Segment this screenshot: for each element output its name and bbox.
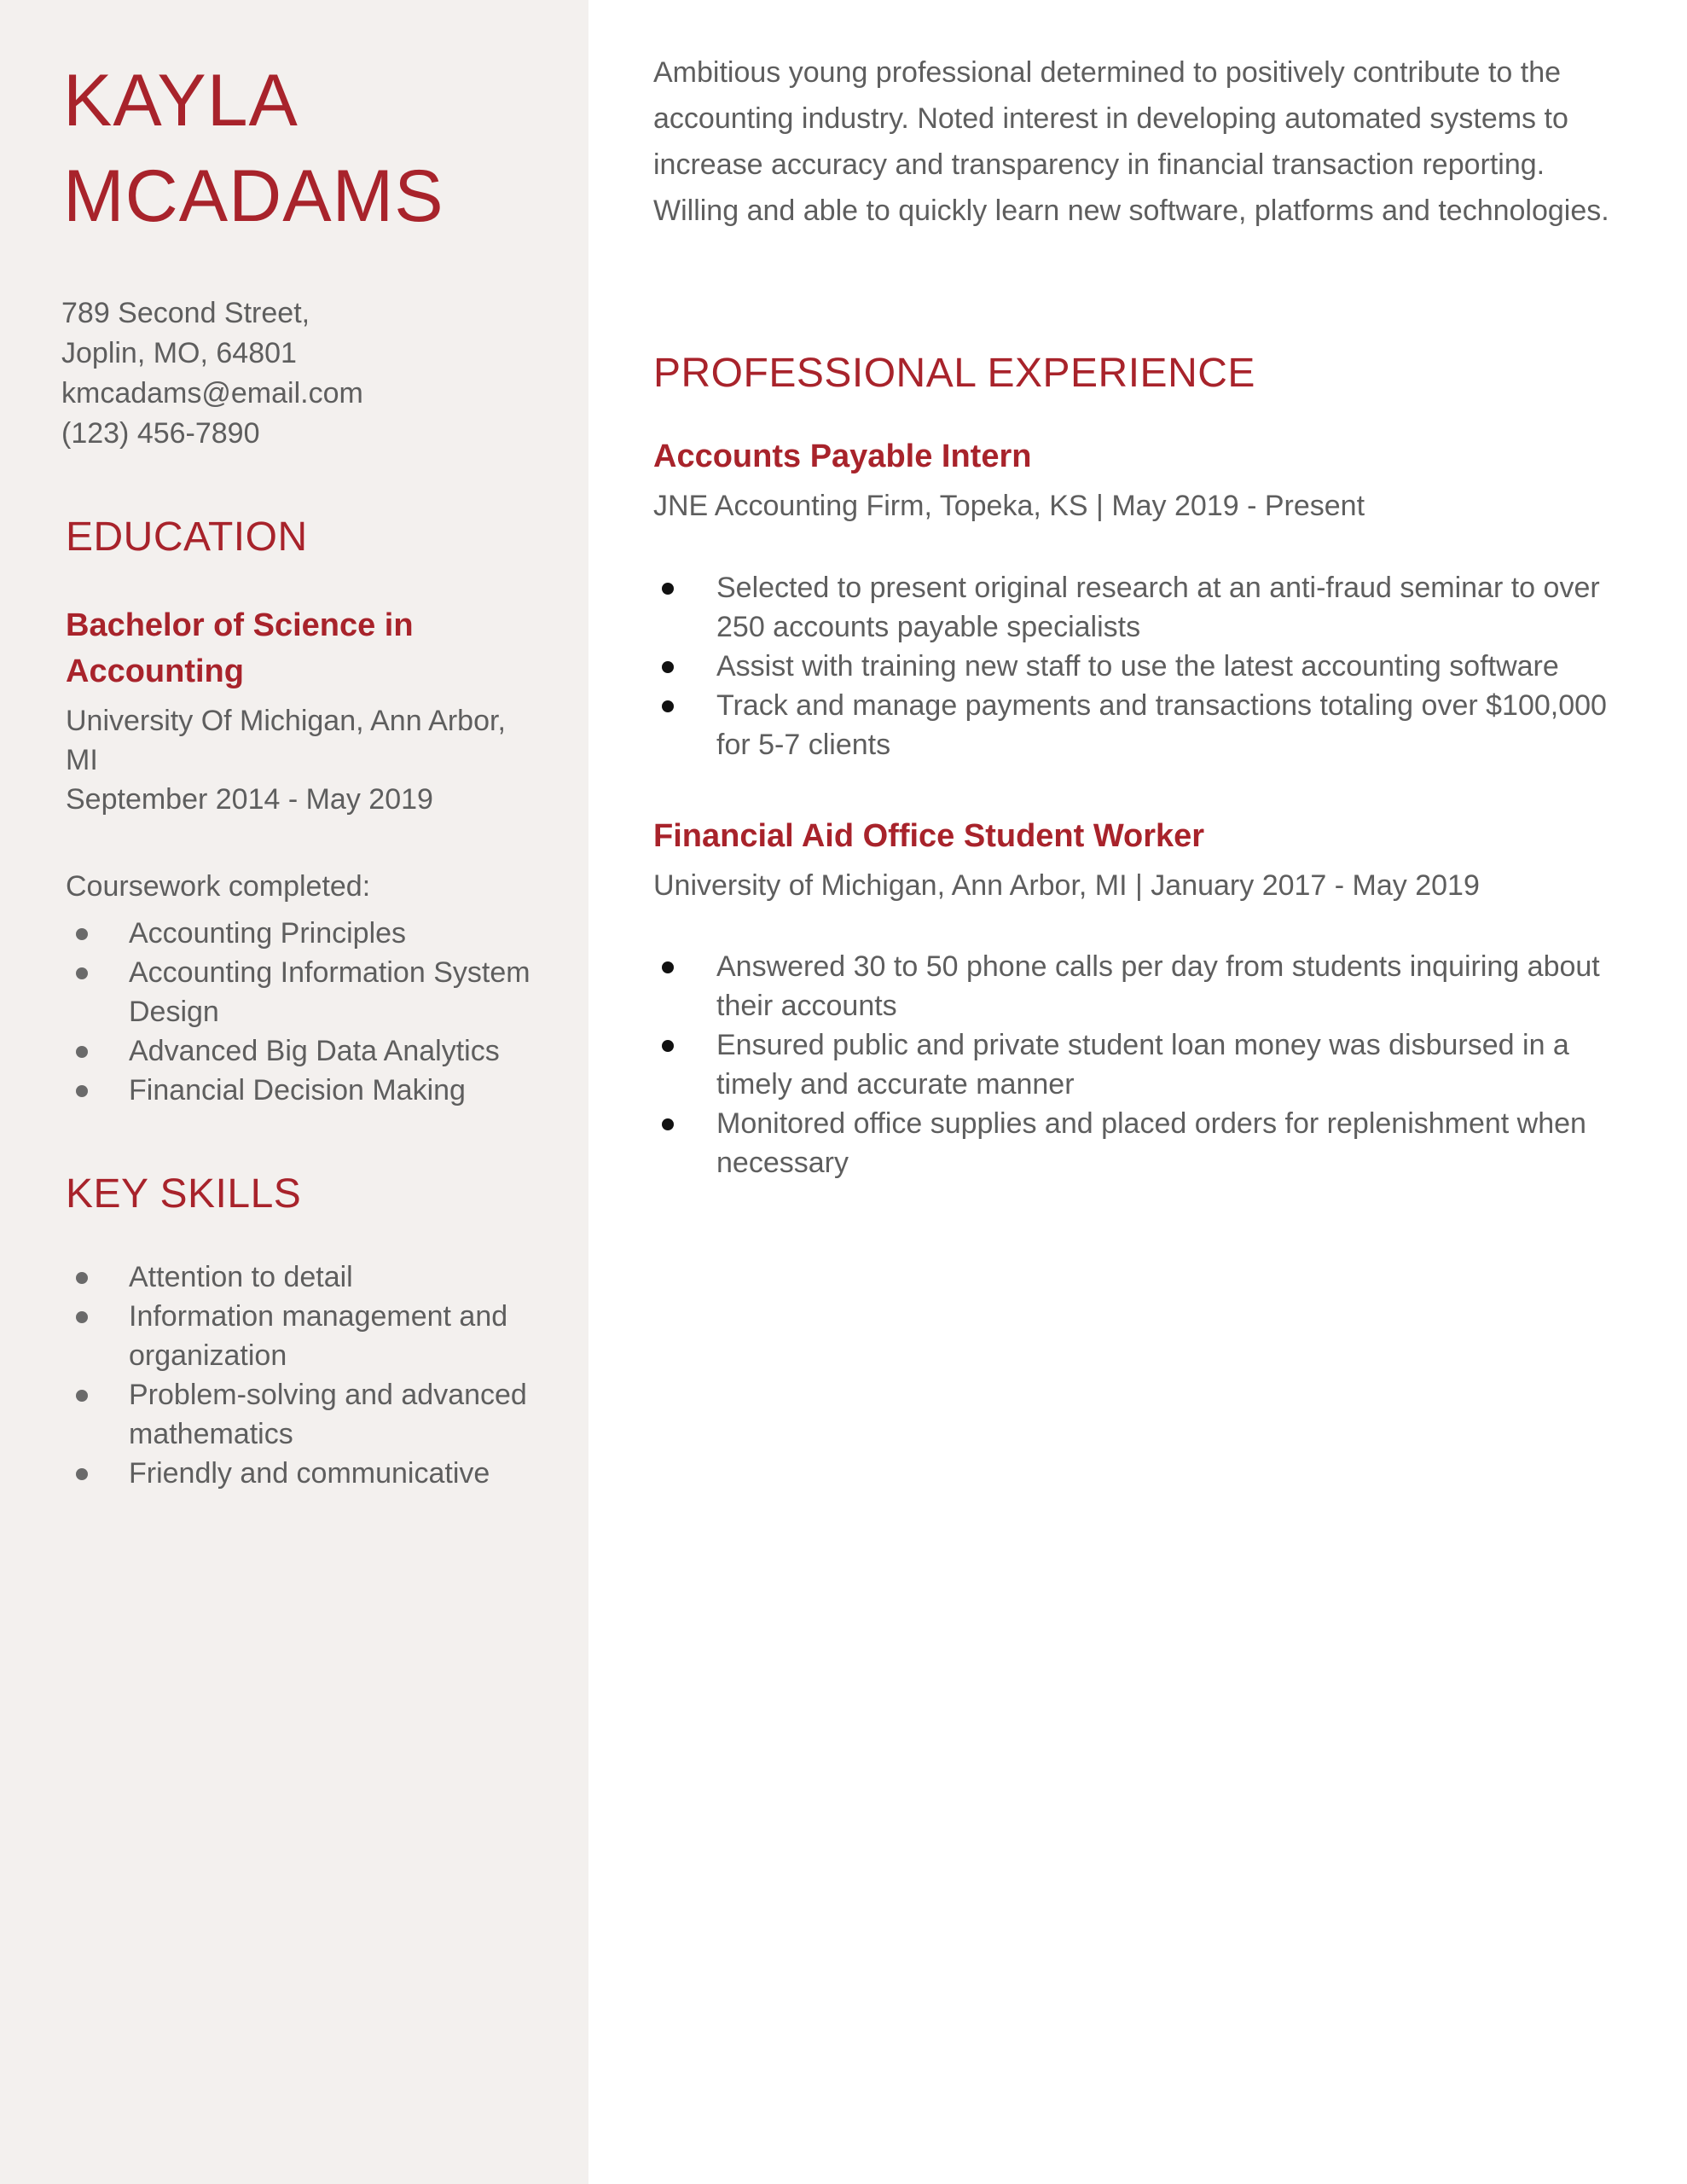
contact-city: Joplin, MO, 64801 [61,337,297,369]
job-bullet: Monitored office supplies and placed orders for replenishment when necessary [653,1104,1634,1182]
professional-summary: Ambitious young professional determined to positively contribute to the accounting industry. Noted interest in developing automated systems to increase accuracy and transparency in financial transaction reporting. Willing and able to quickly learn new software, platforms and technologies. [653,56,1609,227]
education-dates: September 2014 - May 2019 [66,783,433,816]
coursework-item: Financial Decision Making [66,1071,543,1110]
coursework-label: Coursework completed: [66,870,371,903]
job-bullet: Ensured public and private student loan money was disbursed in a timely and accurate manner [653,1025,1634,1104]
school-name: University Of Michigan, Ann Arbor, MI [66,705,506,776]
job-title: Financial Aid Office Student Worker [653,818,1205,854]
education-details [66,701,543,819]
education-heading: EDUCATION [66,514,308,560]
contact-phone: (123) 456-7890 [61,417,260,450]
job-meta: University of Michigan, Ann Arbor, MI | January 2017 - May 2019 [653,869,1480,902]
degree-title: Bachelor of Science in Accounting [66,607,414,689]
job-title: Accounts Payable Intern [653,439,1032,474]
coursework-item: Advanced Big Data Analytics [66,1031,543,1071]
contact-block [61,293,573,454]
job-bullet: Answered 30 to 50 phone calls per day from students inquiring about their accounts [653,947,1634,1025]
skill-item: Problem-solving and advanced mathematics [66,1375,543,1454]
skills-heading: KEY SKILLS [66,1171,302,1217]
job-bullet: Assist with training new staff to use the latest accounting software [653,647,1634,686]
main-content [588,0,1687,2184]
experience-heading: PROFESSIONAL EXPERIENCE [653,351,1255,396]
skill-item: Attention to detail [66,1258,543,1297]
job-bullet: Selected to present original research at an anti-fraud seminar to over 250 accounts payable specialists [653,568,1634,647]
last-name: MCADAMS [63,155,444,237]
skills-list [66,1258,543,1493]
coursework-item: Accounting Principles [66,914,543,953]
contact-street: 789 Second Street, [61,297,310,329]
job-meta: JNE Accounting Firm, Topeka, KS | May 2019 - Present [653,490,1365,522]
job-bullet: Track and manage payments and transactions totaling over $100,000 for 5-7 clients [653,686,1634,764]
job-bullets [653,947,1634,1182]
job-bullets [653,568,1634,764]
skill-item: Friendly and communicative [66,1454,543,1493]
skill-item: Information management and organization [66,1297,543,1375]
sidebar [0,0,588,2184]
first-name: KAYLA [63,60,299,142]
candidate-name [63,53,575,244]
contact-email: kmcadams@email.com [61,377,363,410]
coursework-list [66,914,543,1110]
coursework-item: Accounting Information System Design [66,953,543,1031]
